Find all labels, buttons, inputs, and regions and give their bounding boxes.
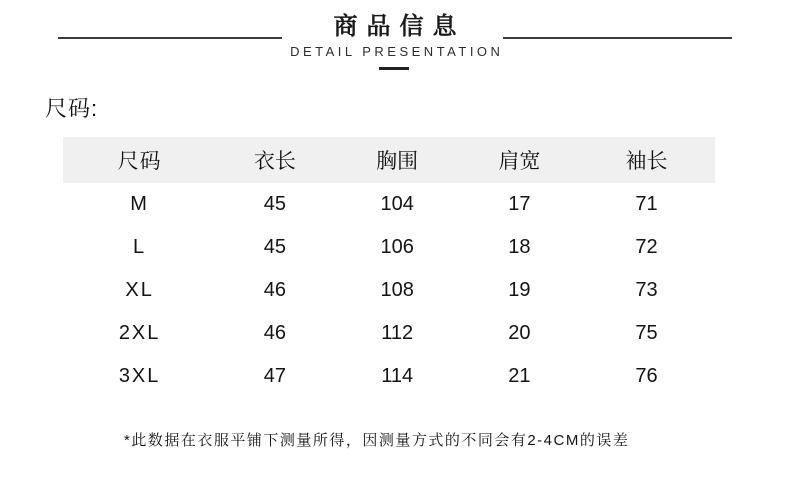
size-table-header-row	[63, 137, 715, 183]
table-row-l	[63, 226, 715, 269]
table-cell: 18	[508, 236, 531, 258]
table-cell: XL	[125, 279, 154, 301]
column-header-size: 尺码	[117, 150, 162, 173]
table-cell: 76	[635, 365, 658, 387]
table-cell: 73	[635, 279, 658, 301]
table-cell: 71	[635, 193, 658, 215]
table-row-xl	[63, 269, 715, 312]
table-cell: 46	[263, 279, 287, 301]
page-title: 商品信息	[333, 13, 466, 40]
table-row-2xl	[63, 312, 715, 355]
table-cell: 75	[635, 322, 658, 344]
table-cell: 104	[380, 193, 414, 215]
section-header	[0, 0, 790, 60]
table-row-3xl	[63, 355, 715, 398]
column-header-length: 衣长	[253, 150, 296, 173]
table-cell: 72	[635, 236, 658, 258]
table-cell: L	[133, 236, 147, 258]
table-cell: 3XL	[118, 365, 161, 387]
table-cell: M	[130, 193, 149, 215]
size-section-label: 尺码:	[45, 96, 99, 121]
table-cell: 106	[380, 236, 414, 258]
table-cell: 112	[381, 322, 414, 344]
table-cell: 108	[380, 279, 414, 301]
column-header-sleeve: 袖长	[625, 150, 668, 173]
table-cell: 45	[263, 193, 287, 215]
size-table	[63, 137, 715, 398]
table-cell: 2XL	[118, 322, 161, 344]
table-cell: 17	[508, 193, 531, 215]
column-header-bust: 胸围	[376, 150, 419, 173]
table-cell: 47	[263, 365, 287, 387]
table-cell: 21	[508, 365, 531, 387]
page-subtitle: DETAIL PRESENTATION	[290, 44, 504, 59]
measurement-disclaimer: *此数据在衣服平铺下测量所得，因测量方式的不同会有2-4CM的误差	[124, 432, 630, 449]
table-cell: 114	[381, 365, 414, 387]
table-cell: 46	[263, 322, 287, 344]
table-cell: 45	[263, 236, 287, 258]
title-underline-dash	[379, 67, 409, 70]
table-cell: 20	[508, 322, 531, 344]
table-row-m	[63, 183, 715, 226]
table-cell: 19	[508, 279, 531, 301]
column-header-shoulder: 肩宽	[498, 150, 541, 173]
